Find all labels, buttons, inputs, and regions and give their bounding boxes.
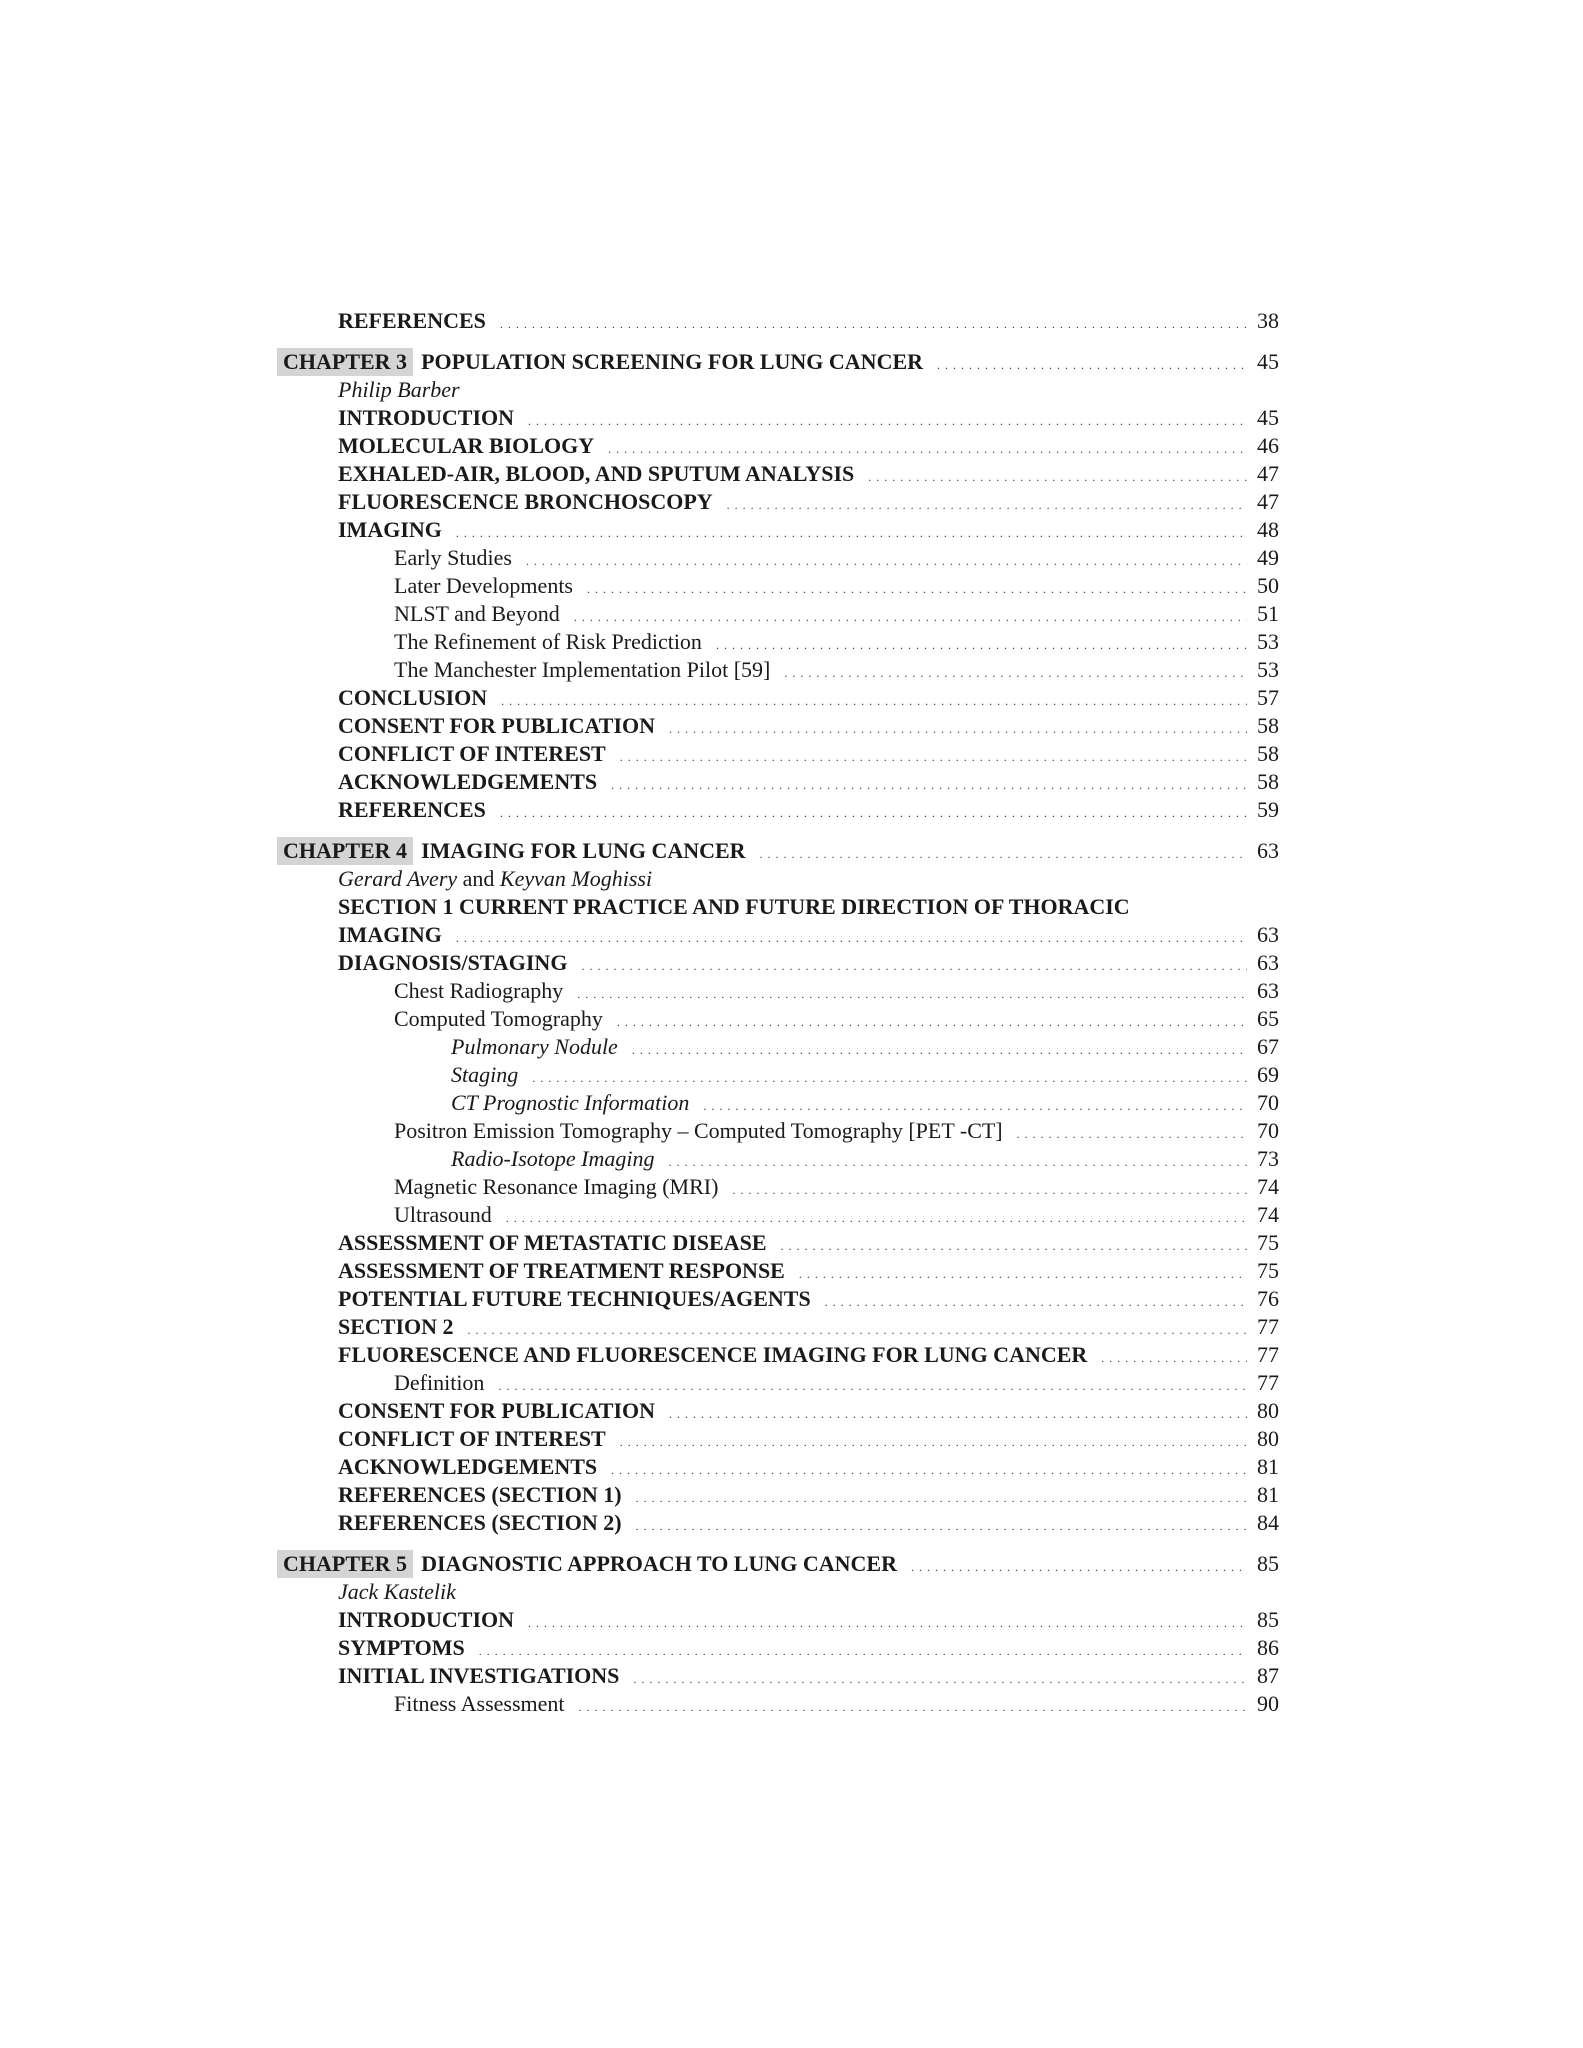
author-line: [0, 376, 1583, 404]
toc-entry-label: Pulmonary Nodule: [451, 1034, 618, 1059]
toc-entry: [0, 1690, 1583, 1718]
toc-entry: [0, 1201, 1583, 1229]
toc-entry-line: [394, 1005, 1247, 1033]
toc-entry: [0, 1033, 1583, 1061]
toc-entry-line: [338, 1425, 1247, 1453]
toc-entry: [0, 600, 1583, 628]
dot-leader: [456, 924, 1247, 952]
page-number: 77: [1257, 1370, 1279, 1395]
page-number: 77: [1257, 1342, 1279, 1367]
toc-entry: [0, 1606, 1583, 1634]
page-number: 90: [1257, 1691, 1279, 1716]
toc-entry-label: CT Prognostic Information: [451, 1090, 690, 1115]
dot-leader: [532, 1064, 1247, 1092]
toc-entry-line: [338, 516, 1247, 544]
toc-entry: [0, 460, 1583, 488]
page-number: 85: [1257, 1607, 1279, 1632]
toc-entry: [0, 572, 1583, 600]
dot-leader: [500, 310, 1247, 338]
toc-entry: [0, 1425, 1583, 1453]
toc-entry-label: FLUORESCENCE BRONCHOSCOPY: [338, 489, 713, 514]
chapter-title: IMAGING FOR LUNG CANCER: [421, 838, 746, 863]
author-name: Philip Barber: [338, 377, 460, 402]
dot-leader: [703, 1092, 1247, 1120]
toc-entry-line: [338, 1662, 1247, 1690]
toc-entry-line: [451, 1061, 1247, 1089]
dot-leader: [911, 1553, 1247, 1581]
toc-entry-line: [451, 1145, 1247, 1173]
toc-entry: [0, 712, 1583, 740]
toc-entry-line: [394, 656, 1247, 684]
toc-entry-line: [338, 1229, 1247, 1257]
author-name: Gerard Avery: [338, 866, 458, 891]
author-name: Jack Kastelik: [338, 1579, 456, 1604]
page-number: 57: [1257, 685, 1279, 710]
page-number: 63: [1257, 978, 1279, 1003]
chapter-number: CHAPTER 5: [277, 1550, 413, 1578]
toc-entry-label: Ultrasound: [394, 1202, 492, 1227]
toc-entry-label: IMAGING: [338, 922, 442, 947]
chapter-authors: [338, 865, 652, 893]
dot-leader: [1101, 1344, 1247, 1372]
toc-entry: [0, 921, 1583, 949]
dot-leader: [760, 840, 1247, 868]
toc-entry-label: Computed Tomography: [394, 1006, 603, 1031]
toc-entry: [0, 1089, 1583, 1117]
toc-entry-label: Definition: [394, 1370, 485, 1395]
toc-entry-line: [394, 572, 1247, 600]
toc-entry-line: [394, 600, 1247, 628]
page-number: 75: [1257, 1258, 1279, 1283]
toc-entry-label: REFERENCES: [338, 308, 486, 333]
toc-entry: [0, 307, 1583, 335]
toc-entry-label: The Manchester Implementation Pilot [59]: [394, 657, 771, 682]
dot-leader: [608, 435, 1247, 463]
page-number: 75: [1257, 1230, 1279, 1255]
dot-leader: [528, 1609, 1247, 1637]
dot-leader: [526, 547, 1247, 575]
page-number: 58: [1257, 769, 1279, 794]
toc-entry-line: [394, 977, 1247, 1005]
page-number: 53: [1257, 629, 1279, 654]
toc-entry-label: INITIAL INVESTIGATIONS: [338, 1663, 620, 1688]
toc-entry: [0, 432, 1583, 460]
toc-entry-line: [338, 740, 1247, 768]
page-number: 86: [1257, 1635, 1279, 1660]
toc-entry: [0, 977, 1583, 1005]
chapter-line: [283, 1550, 1247, 1578]
toc-entry-line: [338, 432, 1247, 460]
dot-leader: [617, 1008, 1247, 1036]
chapter-line: [283, 837, 1247, 865]
page-number: 87: [1257, 1663, 1279, 1688]
toc-entry-label: Radio-Isotope Imaging: [451, 1146, 655, 1171]
toc-entry-line: [338, 404, 1247, 432]
dot-leader: [669, 1400, 1247, 1428]
toc-entry: [0, 1117, 1583, 1145]
page-number: 81: [1257, 1454, 1279, 1479]
dot-leader: [669, 715, 1247, 743]
chapter-heading: [0, 837, 1583, 865]
toc-entry-label: CONFLICT OF INTEREST: [338, 1426, 606, 1451]
dot-leader: [500, 799, 1247, 827]
page-number: 58: [1257, 741, 1279, 766]
dot-leader: [574, 603, 1247, 631]
page-number: 73: [1257, 1146, 1279, 1171]
dot-leader: [868, 463, 1247, 491]
toc-entry-label: MOLECULAR BIOLOGY: [338, 433, 595, 458]
dot-leader: [636, 1512, 1247, 1540]
author-conjunction: and: [457, 866, 500, 891]
toc-entry-label: REFERENCES: [338, 797, 486, 822]
toc-entry: [0, 1313, 1583, 1341]
page-number: 45: [1257, 349, 1279, 374]
toc-entry-label: ASSESSMENT OF TREATMENT RESPONSE: [338, 1258, 785, 1283]
dot-leader: [611, 771, 1247, 799]
page-number: 51: [1257, 601, 1279, 626]
page-number: 58: [1257, 713, 1279, 738]
dot-leader: [716, 631, 1247, 659]
page-number: 63: [1257, 950, 1279, 975]
dot-leader: [579, 1693, 1247, 1721]
page-number: 84: [1257, 1510, 1279, 1535]
toc-entry-label: REFERENCES (SECTION 1): [338, 1482, 622, 1507]
chapter-heading: [0, 348, 1583, 376]
page-number: 74: [1257, 1202, 1279, 1227]
toc-entry-line: [451, 1089, 1247, 1117]
toc-entry-line: [394, 1173, 1247, 1201]
dot-leader: [620, 743, 1247, 771]
page-number: 80: [1257, 1426, 1279, 1451]
toc-entry-line: [394, 544, 1247, 572]
toc-entry-label: FLUORESCENCE AND FLUORESCENCE IMAGING FOR LUNG CANCER: [338, 1342, 1088, 1367]
toc-entry: [0, 1061, 1583, 1089]
dot-leader: [581, 952, 1247, 980]
toc-entry: [0, 544, 1583, 572]
page-number: 48: [1257, 517, 1279, 542]
page-number: 70: [1257, 1118, 1279, 1143]
toc-entry-line: [338, 1606, 1247, 1634]
dot-leader: [732, 1176, 1247, 1204]
toc-entry-line: [394, 628, 1247, 656]
toc-entry: [0, 516, 1583, 544]
dot-leader: [636, 1484, 1247, 1512]
dot-leader: [479, 1637, 1247, 1665]
page-number: 80: [1257, 1398, 1279, 1423]
chapter-number: CHAPTER 4: [277, 837, 413, 865]
chapter-authors: [338, 1578, 456, 1606]
toc-entry-line: [338, 1509, 1247, 1537]
toc-entry-label: CONSENT FOR PUBLICATION: [338, 1398, 656, 1423]
dot-leader: [577, 980, 1247, 1008]
toc-entry: [0, 1145, 1583, 1173]
toc-entry-label: Staging: [451, 1062, 519, 1087]
toc-entry-label: Fitness Assessment: [394, 1691, 565, 1716]
toc-entry-label: Chest Radiography: [394, 978, 564, 1003]
toc-entry-label: INTRODUCTION: [338, 1607, 515, 1632]
toc-entry: [0, 1397, 1583, 1425]
page-number: 69: [1257, 1062, 1279, 1087]
toc-entry-line: [338, 712, 1247, 740]
toc-entry-label: ASSESSMENT OF METASTATIC DISEASE: [338, 1230, 767, 1255]
chapter-number: CHAPTER 3: [277, 348, 413, 376]
dot-leader: [528, 407, 1247, 435]
toc-entry-line: [338, 684, 1247, 712]
toc-entry-line: [338, 1285, 1247, 1313]
chapter-line: [283, 348, 1247, 376]
toc-entry-line: [394, 1201, 1247, 1229]
toc-entry-label: Early Studies: [394, 545, 512, 570]
toc-entry-label: SECTION 2: [338, 1314, 454, 1339]
toc-entry-label: SYMPTOMS: [338, 1635, 465, 1660]
toc-entry-line: [338, 1313, 1247, 1341]
toc-entry: [0, 656, 1583, 684]
toc-entry: [0, 893, 1583, 921]
toc-entry-line: [338, 1341, 1247, 1369]
page-number: 81: [1257, 1482, 1279, 1507]
author-line: [0, 865, 1583, 893]
toc-entry: [0, 1005, 1583, 1033]
chapter-authors: [338, 376, 460, 404]
page-number: 65: [1257, 1006, 1279, 1031]
toc-entry: [0, 684, 1583, 712]
author-name: Keyvan Moghissi: [499, 866, 653, 891]
page-number: 50: [1257, 573, 1279, 598]
dot-leader: [456, 519, 1247, 547]
toc-entry: [0, 1453, 1583, 1481]
toc-entry-line: [338, 488, 1247, 516]
toc-entry-line: [338, 1453, 1247, 1481]
toc-entry-line: [338, 768, 1247, 796]
toc-entry: [0, 949, 1583, 977]
toc-entry-line: [338, 460, 1247, 488]
page-number: 63: [1257, 838, 1279, 863]
toc-entry: [0, 768, 1583, 796]
toc-entry-label: Positron Emission Tomography – Computed Tomography [PET -CT]: [394, 1118, 1003, 1143]
page-number: 74: [1257, 1174, 1279, 1199]
toc-entry-line: [338, 1634, 1247, 1662]
toc-entry-line: [338, 1397, 1247, 1425]
chapter-title: POPULATION SCREENING FOR LUNG CANCER: [421, 349, 924, 374]
toc-entry-label: REFERENCES (SECTION 2): [338, 1510, 622, 1535]
chapter-heading: [0, 1550, 1583, 1578]
page-number: 70: [1257, 1090, 1279, 1115]
toc-entry-label: EXHALED-AIR, BLOOD, AND SPUTUM ANALYSIS: [338, 461, 855, 486]
toc-entry: [0, 1173, 1583, 1201]
toc-entry: [0, 1229, 1583, 1257]
author-line: [0, 1578, 1583, 1606]
page-number: 85: [1257, 1551, 1279, 1576]
toc-entry-label: CONSENT FOR PUBLICATION: [338, 713, 656, 738]
page-number: 45: [1257, 405, 1279, 430]
page-number: 46: [1257, 433, 1279, 458]
page-number: 49: [1257, 545, 1279, 570]
toc-entry-line: [451, 1033, 1247, 1061]
toc-entry-label: IMAGING: [338, 517, 442, 542]
toc-entry: [0, 1257, 1583, 1285]
toc-entry-line: [394, 1690, 1247, 1718]
toc-entry-line: [394, 1117, 1247, 1145]
toc-entry-line: [338, 307, 1247, 335]
dot-leader: [727, 491, 1247, 519]
dot-leader: [506, 1204, 1247, 1232]
dot-leader: [937, 351, 1247, 379]
dot-leader: [632, 1036, 1247, 1064]
toc-entry-line: [338, 1481, 1247, 1509]
chapter-title: DIAGNOSTIC APPROACH TO LUNG CANCER: [421, 1551, 897, 1576]
dot-leader: [611, 1456, 1247, 1484]
dot-leader: [501, 687, 1247, 715]
toc-entry: [0, 404, 1583, 432]
toc-entry-label: DIAGNOSIS/STAGING: [338, 950, 568, 975]
toc-entry: [0, 1285, 1583, 1313]
dot-leader: [620, 1428, 1247, 1456]
page-number: 38: [1257, 308, 1279, 333]
toc-entry: [0, 1662, 1583, 1690]
page-number: 77: [1257, 1314, 1279, 1339]
toc-entry-label: INTRODUCTION: [338, 405, 515, 430]
toc-entry: [0, 628, 1583, 656]
toc-entry-line: [394, 1369, 1247, 1397]
toc-entry-label: SECTION 1 CURRENT PRACTICE AND FUTURE DIRECTION OF THORACIC: [338, 894, 1130, 919]
toc-entry: [0, 1341, 1583, 1369]
dot-leader: [799, 1260, 1247, 1288]
toc-entry-line: [338, 949, 1247, 977]
toc-entry-label: The Refinement of Risk Prediction: [394, 629, 702, 654]
dot-leader: [668, 1148, 1247, 1176]
dot-leader: [781, 1232, 1247, 1260]
toc-entry-line: [338, 1257, 1247, 1285]
dot-leader: [498, 1372, 1247, 1400]
dot-leader: [825, 1288, 1247, 1316]
toc-entry: [0, 488, 1583, 516]
toc-entry: [0, 796, 1583, 824]
toc-entry-line: [338, 921, 1247, 949]
toc-entry: [0, 1369, 1583, 1397]
toc-entry: [0, 1634, 1583, 1662]
toc-entry: [0, 1481, 1583, 1509]
toc-entry-label: Later Developments: [394, 573, 573, 598]
page-number: 53: [1257, 657, 1279, 682]
toc-entry: [0, 740, 1583, 768]
toc-entry-label: ACKNOWLEDGEMENTS: [338, 769, 598, 794]
toc-entry: [0, 1509, 1583, 1537]
toc-entry-label: ACKNOWLEDGEMENTS: [338, 1454, 598, 1479]
dot-leader: [784, 659, 1247, 687]
dot-leader: [587, 575, 1247, 603]
toc-entry-label: CONCLUSION: [338, 685, 488, 710]
toc-entry-label: POTENTIAL FUTURE TECHNIQUES/AGENTS: [338, 1286, 811, 1311]
toc-entry-line: [338, 796, 1247, 824]
page-number: 47: [1257, 489, 1279, 514]
dot-leader: [633, 1665, 1247, 1693]
dot-leader: [1017, 1120, 1247, 1148]
page-number: 47: [1257, 461, 1279, 486]
toc-entry-label: NLST and Beyond: [394, 601, 560, 626]
page-number: 59: [1257, 797, 1279, 822]
page-number: 63: [1257, 922, 1279, 947]
toc-entry-label: Magnetic Resonance Imaging (MRI): [394, 1174, 719, 1199]
page-number: 67: [1257, 1034, 1279, 1059]
dot-leader: [468, 1316, 1247, 1344]
page-number: 76: [1257, 1286, 1279, 1311]
toc-entry-label: CONFLICT OF INTEREST: [338, 741, 606, 766]
